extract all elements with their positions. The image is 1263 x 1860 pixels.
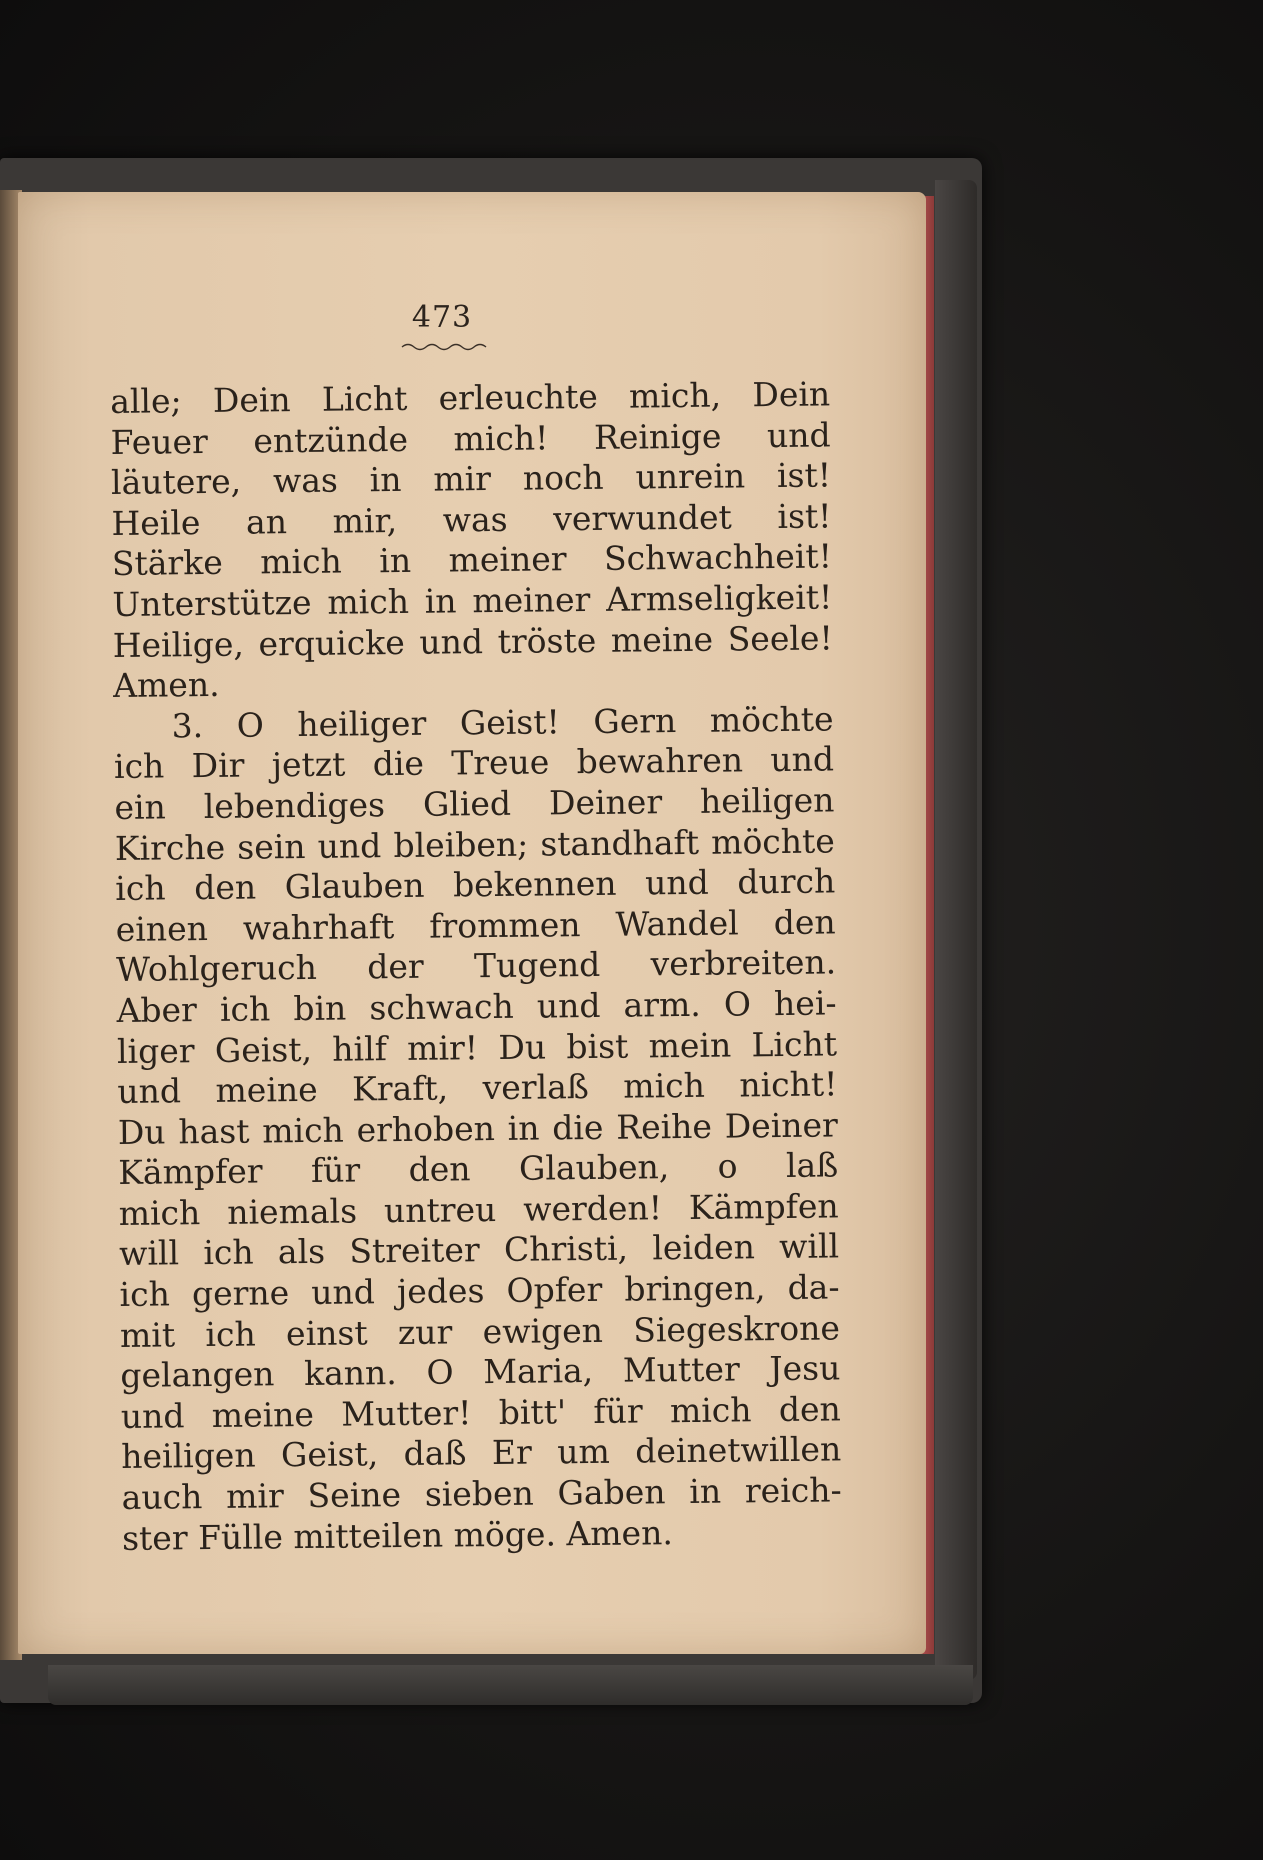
text-line: gelangen kann. O Maria, Mutter Jesu [120, 1348, 841, 1396]
text-line: einen wahrhaft frommen Wandel den [115, 902, 836, 949]
text-line: Amen. [112, 665, 220, 706]
text-line: und meine Kraft, verlaß mich nicht! [117, 1064, 838, 1112]
book-cover-bottom [48, 1665, 973, 1705]
text-line: Unterstütze mich in meiner Armseligkeit! [112, 577, 833, 624]
text-line: mit ich einst zur ewigen Siegeskrone [119, 1308, 841, 1355]
text-line: ster Fülle mitteilen möge. Amen. [121, 1512, 674, 1558]
text-line: Stärke mich in meiner Schwachheit! [111, 536, 833, 584]
text-line: alle; Dein Licht erleuchte mich, Dein [110, 374, 831, 421]
text-line: und meine Mutter! bitt' für mich den [120, 1389, 841, 1436]
text-line: Heilige, erquicke und tröste meine Seele! [112, 618, 833, 665]
text-line: heiligen Geist, daß Er um deinetwillen [121, 1429, 842, 1477]
text-line: Kämpfer für den Glauben, o laß [118, 1145, 839, 1193]
text-line: Wohlgeruch der Tugend verbreiten. [115, 942, 837, 990]
text-line: mich niemals untreu werden! Kämpfen [118, 1186, 839, 1233]
book-cover-edge [935, 180, 977, 1680]
text-line: Kirche sein und bleiben; standhaft möchte [114, 820, 836, 868]
text-line: auch mir Seine sieben Gaben in reich- [121, 1470, 842, 1517]
text-line: läutere, was in mir noch unrein ist! [110, 455, 832, 503]
body-text [110, 374, 842, 1559]
page-number-ornament [400, 341, 488, 351]
text-line: ich gerne und jedes Opfer bringen, da- [119, 1267, 840, 1315]
text-line: will ich als Streiter Christi, leiden will [118, 1226, 840, 1274]
text-line: liger Geist, hilf mir! Du bist mein Licht [116, 1023, 838, 1071]
text-line: ich Dir jetzt die Treue bewahren und [113, 739, 835, 787]
text-line: Du hast mich erhoben in die Reihe Deiner [117, 1105, 839, 1152]
text-line: ein lebendiges Glied Deiner heiligen [114, 780, 835, 827]
paragraph-start: 3. O heiliger Geist! Gern möchte [171, 699, 834, 746]
page-number: 473 [411, 300, 473, 335]
text-line: Aber ich bin schwach und arm. O hei- [116, 983, 837, 1030]
text-line: ich den Glauben bekennen und durch [115, 861, 836, 909]
text-line: Heile an mir, was verwundet ist! [111, 496, 832, 543]
text-line: Feuer entzünde mich! Reinige und [110, 415, 831, 462]
